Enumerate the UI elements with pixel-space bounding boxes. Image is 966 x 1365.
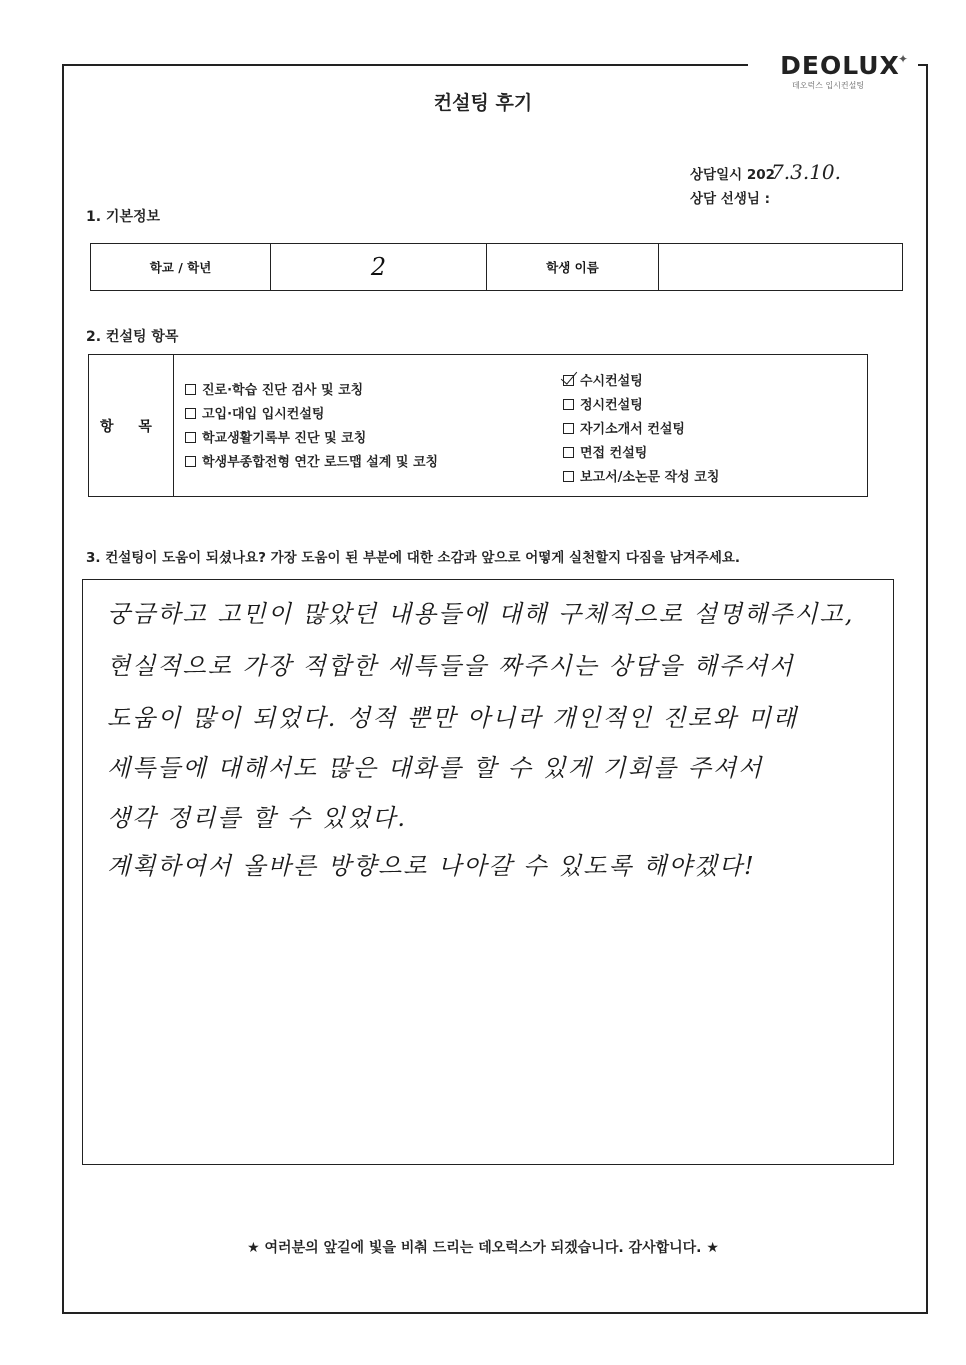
item-label: 학생부종합전형 연간 로드맵 설계 및 코칭 (202, 455, 439, 470)
footer-message: ★ 여러분의 앞길에 빛을 비춰 드리는 데오럭스가 되겠습니다. 감사합니다. ★ (247, 1240, 719, 1256)
checkbox-icon[interactable] (185, 456, 196, 467)
checkbox-item[interactable] (563, 442, 719, 466)
answer-line: 세특들에 대해서도 많은 대화를 할 수 있게 기회를 주셔서 (107, 754, 764, 782)
item-label: 보고서/소논문 작성 코칭 (580, 470, 720, 485)
right-item-list (563, 370, 719, 490)
feedback-answer-box[interactable] (82, 579, 894, 1165)
checkbox-icon[interactable] (563, 423, 574, 434)
date-label: 상담일시 202 (690, 167, 776, 183)
teacher-label: 상담 선생님 : (690, 191, 771, 207)
school-label: 학교 / 학년 (91, 244, 271, 291)
section-items-heading: 2. 컨설팅 항목 (86, 329, 179, 345)
item-label: 진로·학습 진단 검사 및 코칭 (202, 383, 364, 398)
star-icon: ✦ (897, 52, 908, 66)
checkbox-item[interactable] (185, 403, 438, 427)
checkbox-icon[interactable] (563, 399, 574, 410)
checkbox-icon[interactable] (185, 432, 196, 443)
checkbox-icon[interactable] (185, 408, 196, 419)
consult-meta (690, 160, 841, 211)
item-label: 면접 컨설팅 (580, 446, 648, 461)
checked-checkbox-icon[interactable] (563, 375, 574, 386)
item-label: 고입·대입 입시컨설팅 (202, 407, 325, 422)
checkbox-item[interactable] (563, 370, 719, 394)
brand-subtitle: 데오럭스 입시컨설팅 (792, 81, 865, 90)
checkbox-item[interactable] (185, 451, 438, 475)
school-value[interactable]: 2 (271, 244, 487, 291)
checkbox-item[interactable] (563, 418, 719, 442)
answer-line: 궁금하고 고민이 많았던 내용들에 대해 구체적으로 설명해주시고, (107, 600, 855, 628)
items-row-label: 항 목 (89, 355, 174, 496)
basic-info-table (90, 243, 903, 291)
feedback-question: 3. 컨설팅이 도움이 되셨나요? 가장 도움이 된 부분에 대한 소감과 앞으로 어떻게 실천할지 다짐을 남겨주세요. (86, 550, 741, 566)
brand-name: DEOLUX (780, 51, 900, 80)
student-name-value[interactable] (659, 244, 903, 291)
date-value: 7.3.10. (771, 160, 842, 184)
answer-line: 생각 정리를 할 수 있었다. (107, 804, 407, 832)
checkbox-item[interactable] (563, 466, 719, 490)
item-label: 학교생활기록부 진단 및 코칭 (202, 431, 367, 446)
checkbox-item[interactable] (185, 379, 438, 403)
checkbox-icon[interactable] (563, 471, 574, 482)
section-basic-info-heading: 1. 기본정보 (86, 209, 161, 225)
consulting-items-box (88, 354, 868, 497)
left-item-list (185, 379, 438, 475)
page-title: 컨설팅 후기 (433, 92, 533, 114)
item-label: 정시컨설팅 (580, 398, 643, 413)
answer-line: 현실적으로 가장 적합한 세특들을 짜주시는 상담을 해주셔서 (107, 652, 795, 680)
student-name-label: 학생 이름 (487, 244, 659, 291)
answer-line: 도움이 많이 되었다. 성적 뿐만 아니라 개인적인 진로와 미래 (107, 704, 799, 732)
item-label: 자기소개서 컨설팅 (580, 422, 685, 437)
answer-line: 계획하여서 올바른 방향으로 나아갈 수 있도록 해야겠다! (107, 852, 756, 880)
checkbox-item[interactable] (563, 394, 719, 418)
checkbox-icon[interactable] (185, 384, 196, 395)
consult-date (690, 160, 841, 187)
item-label: 수시컨설팅 (580, 374, 643, 389)
checkbox-icon[interactable] (563, 447, 574, 458)
brand-logo (760, 50, 920, 91)
checkbox-item[interactable] (185, 427, 438, 451)
